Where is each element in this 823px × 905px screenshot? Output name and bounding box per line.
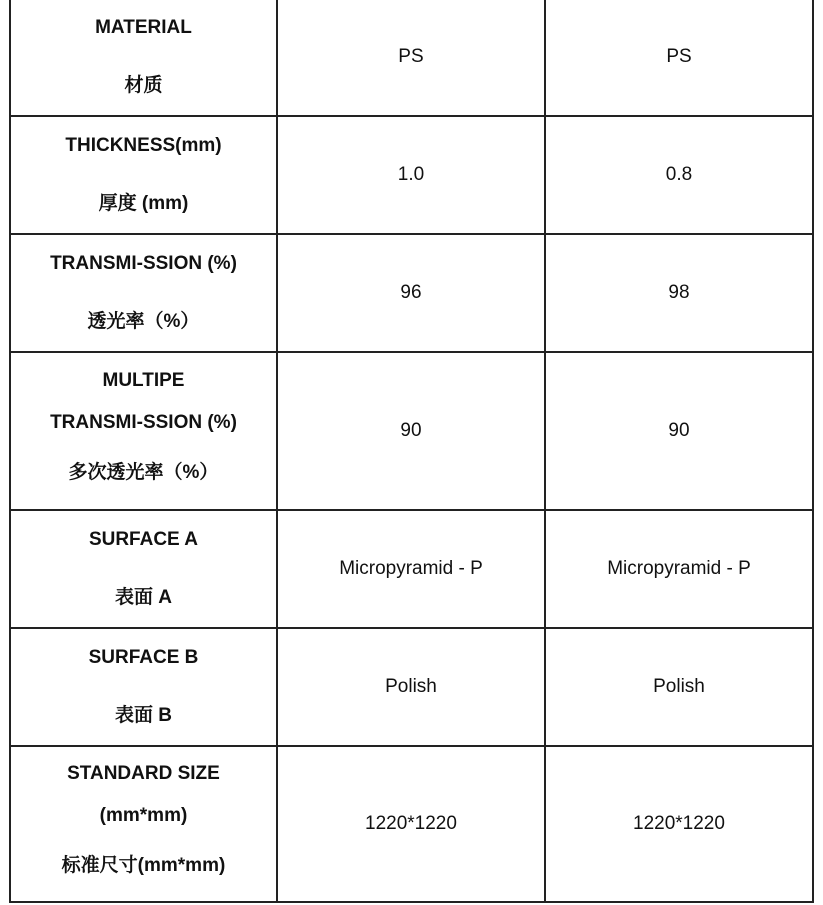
table-row-standard-size: [10, 746, 813, 902]
table-row-material: [10, 0, 813, 116]
label-line-cn: 多次透光率（%）: [68, 462, 219, 483]
label-line-cn: 标准尺寸(mm*mm): [61, 855, 226, 876]
value-cell-col1: PS: [277, 0, 545, 116]
row-label: [10, 510, 277, 628]
row-label: [10, 234, 277, 352]
value-cell-col2: 0.8: [545, 116, 813, 234]
value-cell-col1: 90: [277, 352, 545, 510]
row-label: [10, 746, 277, 902]
table-row-surface-a: [10, 510, 813, 628]
value-cell-col2: 90: [545, 352, 813, 510]
value-cell-col1: Micropyramid - P: [277, 510, 545, 628]
label-line-en-2: TRANSMI-SSION (%): [50, 412, 237, 433]
label-line-en-1: STANDARD SIZE: [67, 763, 220, 784]
value-cell-col1: 1220*1220: [277, 746, 545, 902]
label-line-en-1: MULTIPE: [102, 370, 185, 391]
label-line-cn: 表面 B: [114, 705, 172, 726]
value-cell-col2: 1220*1220: [545, 746, 813, 902]
value-cell-col2: 98: [545, 234, 813, 352]
row-label: [10, 352, 277, 510]
table-row-thickness: [10, 116, 813, 234]
label-line-cn: 厚度 (mm): [98, 193, 189, 214]
row-label: [10, 0, 277, 116]
spec-table: [9, 0, 814, 903]
value-cell-col1: 1.0: [277, 116, 545, 234]
label-line-cn: 表面 A: [114, 587, 172, 608]
value-cell-col1: Polish: [277, 628, 545, 746]
label-line-en: THICKNESS(mm): [65, 135, 222, 156]
row-label: [10, 628, 277, 746]
label-line-en: TRANSMI-SSION (%): [50, 253, 237, 274]
value-cell-col1: 96: [277, 234, 545, 352]
label-line-en-2: (mm*mm): [99, 805, 188, 826]
table-row-multiple-transmission: [10, 352, 813, 510]
table-row-surface-b: [10, 628, 813, 746]
label-line-en: SURFACE A: [88, 529, 199, 550]
label-line-cn: 材质: [124, 75, 163, 96]
value-cell-col2: Micropyramid - P: [545, 510, 813, 628]
table-row-transmission: [10, 234, 813, 352]
value-cell-col2: Polish: [545, 628, 813, 746]
label-line-en: MATERIAL: [95, 17, 192, 38]
row-label: [10, 116, 277, 234]
label-line-en: SURFACE B: [88, 647, 199, 668]
label-line-cn: 透光率（%）: [87, 311, 200, 332]
value-cell-col2: PS: [545, 0, 813, 116]
